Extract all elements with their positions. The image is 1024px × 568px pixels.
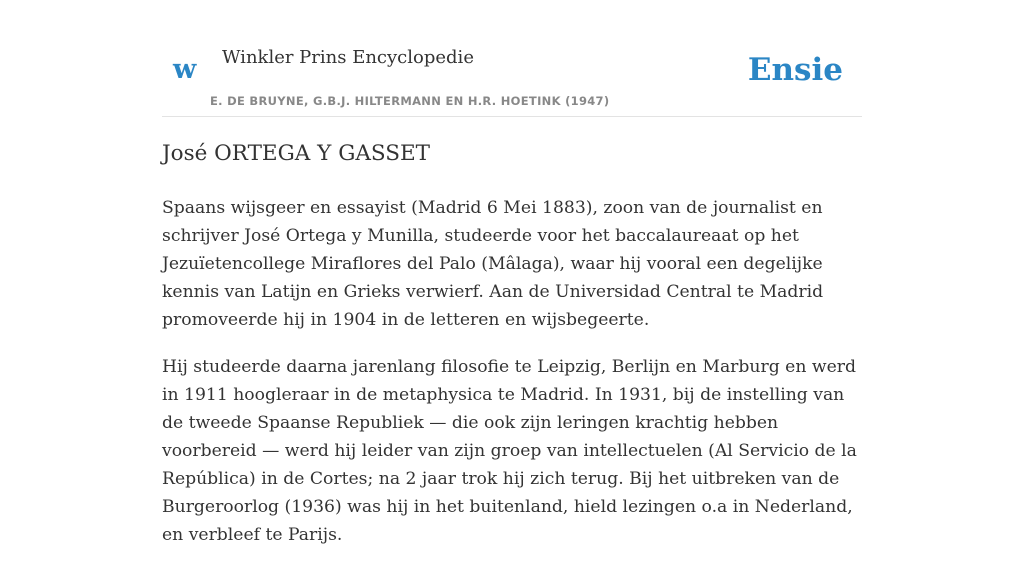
- article: [162, 138, 862, 568]
- header: [162, 0, 862, 117]
- article-paragraph: Spaans wijsgeer en essayist (Madrid 6 Mei 1883), zoon van de journalist en schrijver José Ortega y Munilla, studeerde voor het baccalaureaat op het Jezuïetencollege Miraflores del Palo (Mâlaga), waar hij vooral een degelijke kennis van Latijn en Grieks verwierf. Aan de Universidad Central te Madrid promoveerde hij in 1904 in de letteren en wijsbegeerte.: [162, 198, 824, 330]
- brand-logo[interactable]: Ensie: [747, 52, 843, 88]
- source-logo-icon[interactable]: w: [173, 54, 197, 85]
- source-authors: E. DE BRUYNE, G.B.J. HILTERMANN EN H.R. HOETINK (1947): [210, 94, 610, 108]
- source-title[interactable]: Winkler Prins Encyclopedie: [222, 47, 474, 68]
- article-paragraph: Hij studeerde daarna jarenlang filosofie te Leipzig, Berlijn en Marburg en werd in 1911 hoogleraar in de metaphysica te Madrid. In 1931, bij de instelling van de tweede Spaanse Republiek — die ook zijn leringen krachtig hebben voorbereid — werd hij leider van zijn groep van intellectuelen (Al Servicio de la República) in de Cortes; na 2 jaar trok hij zich terug. Bij het uitbreken van de Burgeroorlog (1936) was hij in het buitenland, hield lezingen o.a in Nederland, en verbleef te Parijs.: [162, 357, 857, 545]
- article-title: José ORTEGA Y GASSET: [162, 141, 431, 166]
